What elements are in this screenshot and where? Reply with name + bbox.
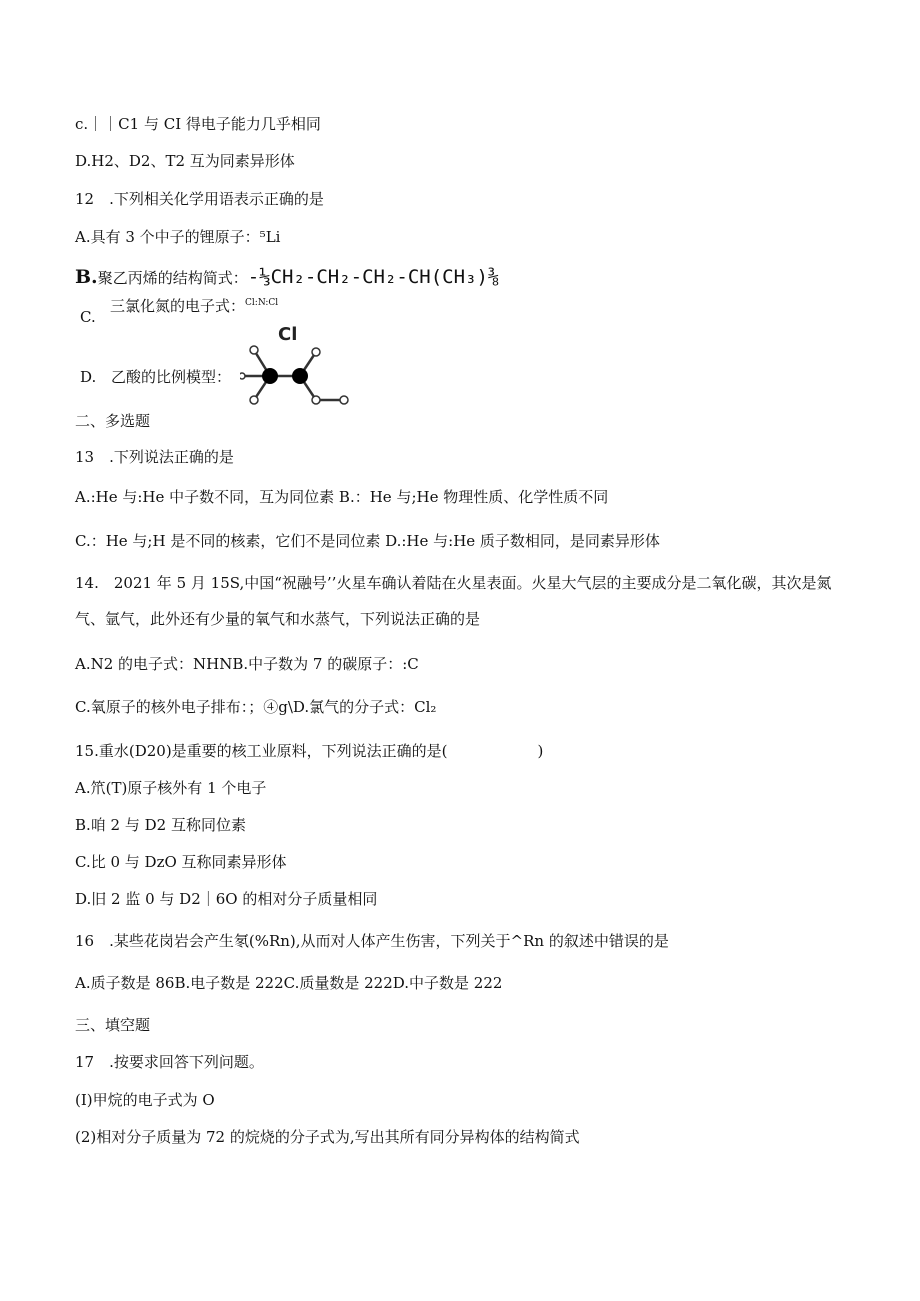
- section-fill-in: 三、填空题: [75, 1016, 151, 1034]
- q13-option-ab: A.:He 与:He 中子数不同，互为同位素 B.：He 与;He 物理性质、化学性质不同: [75, 488, 609, 506]
- option-c-text: 三氯化氮的电子式：: [110, 297, 246, 315]
- q12-option-c-label: C.: [80, 308, 96, 326]
- q15-option-d: D.旧 2 监 0 与 D2｜6O 的相对分子质量相同: [75, 890, 378, 908]
- acetic-acid-ratio-model: [240, 318, 360, 414]
- question-17: 17 .按要求回答下列问题。: [75, 1053, 264, 1071]
- molecule-model-svg: [240, 318, 360, 414]
- option-d-allotropes: D.H2、D2、T2 互为同素异形体: [75, 152, 295, 170]
- option-c-chlorine: c.｜｜C1 与 CI 得电子能力几乎相同: [75, 115, 321, 133]
- question-14: 14. 2021 年 5 月 15S,中国“祝融号’’火星车确认着陆在火星表面。火星大气层的主要成分是二氧化碳，其次是氮: [75, 574, 832, 592]
- q15-option-b: B.咱 2 与 D2 互称同位素: [75, 816, 246, 834]
- q12-option-c: [110, 296, 278, 319]
- q12-option-a: A.具有 3 个中子的锂原子：⁵Li: [75, 228, 281, 246]
- option-d-label: D.: [80, 368, 97, 386]
- option-d-text: 乙酸的比例模型：: [111, 368, 232, 386]
- q13-option-cd: C.：He 与;H 是不同的核素，它们不是同位素 D.:He 与:He 质子数相同，是同素异形体: [75, 532, 660, 550]
- question-15: 15.重水(D20)是重要的核工业原料，下列说法正确的是( ): [75, 742, 544, 760]
- q17-part-2: (2)相对分子质量为 72 的烷烧的分子式为,写出其所有同分异构体的结构简式: [75, 1128, 580, 1146]
- polymer-formula: -⅓CH₂-CH₂-CH₂-CH(CH₃)⅜: [247, 266, 500, 288]
- question-12: 12 .下列相关化学用语表示正确的是: [75, 190, 324, 208]
- question-16: 16 .某些花岗岩会产生氡(%Rn),从而对人体产生伤害，下列关于^Rn 的叙述中错误的是: [75, 932, 669, 950]
- section-multiple-choice: 二、多选题: [75, 412, 151, 430]
- q14-option-ab: A.N2 的电子式：NHNB.中子数为 7 的碳原子：:C: [75, 655, 419, 673]
- option-b-text: 聚乙丙烯的结构简式：: [97, 269, 248, 287]
- nitrogen-trichloride-formula: Cl:N:Cl: [245, 298, 279, 308]
- q16-options: A.质子数是 86B.电子数是 222C.质量数是 222D.中子数是 222: [75, 974, 503, 992]
- carbon-atom-1: [262, 368, 278, 384]
- q15-option-c: C.比 0 与 DzO 互称同素异形体: [75, 853, 287, 871]
- q15-option-a: A.笊(T)原子核外有 1 个电子: [75, 779, 267, 797]
- q12-option-d: [80, 367, 231, 387]
- q14-option-cd: C.氧原子的核外电子排布：；④g\D.氯气的分子式：Cl₂: [75, 698, 437, 716]
- q12-option-b: [75, 267, 499, 288]
- q17-part-1: (I)甲烷的电子式为 O: [75, 1091, 215, 1109]
- option-b-label: B.: [75, 266, 98, 288]
- question-14-cont: 气、氩气，此外还有少量的氧气和水蒸气，下列说法正确的是: [75, 610, 481, 628]
- model-label: Cl: [278, 324, 298, 345]
- carbon-atom-2: [292, 368, 308, 384]
- question-13: 13 .下列说法正确的是: [75, 448, 234, 466]
